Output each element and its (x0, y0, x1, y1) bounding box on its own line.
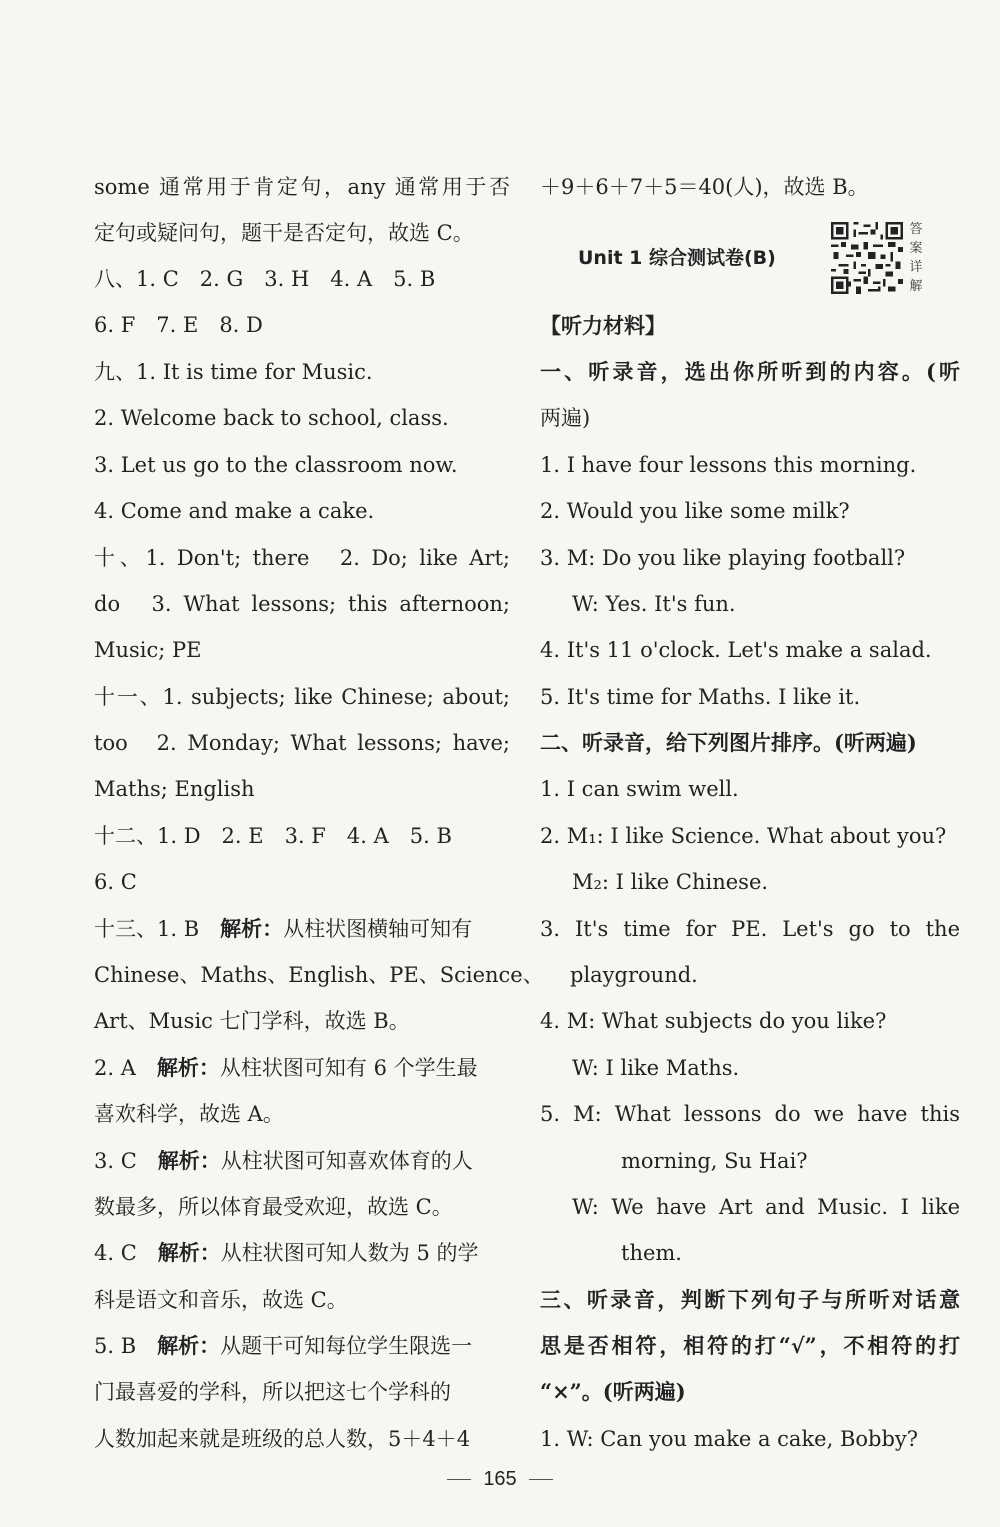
script-line: W: We have Art and Music. I like (572, 1195, 960, 1219)
answer-line: 十一、1. subjects; like Chinese; about; (94, 685, 510, 709)
answer-line: Music; PE (94, 638, 202, 662)
analysis-line (94, 1146, 473, 1176)
section-heading: 【听力材料】 (540, 313, 666, 338)
script-line: 2. M₁: I like Science. What about you? (540, 824, 947, 848)
answer-line: 十二、1. D 2. E 3. F 4. A 5. B (94, 824, 452, 848)
text-line: 人数加起来就是班级的总人数，5＋4＋4 (94, 1427, 471, 1451)
analysis-text: 从柱状图可知人数为 5 的学 (220, 1241, 479, 1265)
text-line: Art、Music 七门学科，故选 B。 (94, 1009, 410, 1033)
analysis-tag: 解析： (157, 1148, 221, 1173)
script-line: 5. It's time for Maths. I like it. (540, 685, 861, 709)
analysis-text: 从柱状图横轴可知有 (283, 917, 473, 941)
answer-line: Maths; English (94, 777, 255, 801)
qr-label: 答案详解 (909, 222, 923, 294)
script-line: 4. M: What subjects do you like? (540, 1009, 887, 1033)
answer-line: 4. Come and make a cake. (94, 499, 375, 523)
answer-line: 3. Let us go to the classroom now. (94, 453, 458, 477)
analysis-line (94, 1238, 479, 1268)
analysis-text: 从柱状图可知有 6 个学生最 (219, 1056, 478, 1080)
text-line: 定句或疑问句，题干是否定句，故选 C。 (94, 221, 474, 245)
script-line: them. (621, 1241, 682, 1265)
script-line: morning, Su Hai? (621, 1149, 808, 1173)
section-heading: “×”。(听两遍) (540, 1379, 686, 1404)
script-line: W: I like Maths. (572, 1056, 740, 1080)
text-line: 喜欢科学，故选 A。 (94, 1102, 284, 1126)
answer-line: 八、1. C 2. G 3. H 4. A 5. B (94, 267, 436, 291)
text-line: some 通常用于肯定句，any 通常用于否 (94, 175, 510, 199)
qr-code-icon (830, 222, 904, 294)
analysis-text: 从题干可知每位学生限选一 (220, 1334, 473, 1358)
script-line: 3. It's time for PE. Let's go to the (540, 917, 960, 941)
analysis-tag: 解析： (156, 1055, 220, 1080)
text-line: ＋9＋6＋7＋5＝40(人)，故选 B。 (540, 175, 869, 199)
analysis-tag: 解析： (157, 1333, 221, 1358)
analysis-text: 从柱状图可知喜欢体育的人 (220, 1149, 473, 1173)
analysis-line (94, 1053, 478, 1083)
analysis-tag: 解析： (220, 916, 284, 941)
answer-label: 4. C (94, 1241, 137, 1265)
text-line: Chinese、Maths、English、PE、Science、 (94, 963, 544, 987)
script-line: 1. I have four lessons this morning. (540, 453, 917, 477)
page-number-text: 165 (483, 1468, 517, 1490)
answer-line: 十、1. Don't; there 2. Do; like Art; (94, 546, 510, 570)
text-line: 数最多，所以体育最受欢迎，故选 C。 (94, 1195, 453, 1219)
script-line: 1. I can swim well. (540, 777, 739, 801)
answer-line: 九、1. It is time for Music. (94, 360, 373, 384)
answer-label: 2. A (94, 1056, 136, 1080)
text-line: 门最喜爱的学科，所以把这七个学科的 (94, 1380, 451, 1404)
page-number (0, 1464, 1000, 1494)
text-line: 两遍) (540, 406, 591, 430)
script-line: playground. (570, 963, 698, 987)
answer-line: 6. C (94, 870, 137, 894)
script-line: 4. It's 11 o'clock. Let's make a salad. (540, 638, 932, 662)
dash-left (447, 1479, 471, 1480)
answer-label: 3. C (94, 1149, 137, 1173)
answer-line: 2. Welcome back to school, class. (94, 406, 449, 430)
script-line: 1. W: Can you make a cake, Bobby? (540, 1427, 919, 1451)
answer-line: do 3. What lessons; this afternoon; (94, 592, 510, 616)
dash-right (529, 1479, 553, 1480)
analysis-line (94, 1331, 472, 1361)
answer-line: too 2. Monday; What lessons; have; (94, 731, 510, 755)
script-line: 3. M: Do you like playing football? (540, 546, 906, 570)
script-line: M₂: I like Chinese. (572, 870, 769, 894)
answer-label: 十三、1. B (94, 917, 200, 941)
section-heading: 二、听录音，给下列图片排序。(听两遍) (540, 730, 917, 755)
section-heading: 三、听录音，判断下列句子与所听对话意 (540, 1287, 960, 1312)
analysis-line (94, 914, 472, 944)
section-heading: 思是否相符，相符的打“√”，不相符的打 (540, 1333, 960, 1358)
script-line: W: Yes. It's fun. (572, 592, 736, 616)
text-line: 科是语文和音乐，故选 C。 (94, 1288, 348, 1312)
unit-title: Unit 1 综合测试卷(B) (578, 247, 776, 269)
section-heading: 一、听录音，选出你所听到的内容。(听 (540, 359, 960, 384)
analysis-tag: 解析： (157, 1240, 221, 1265)
script-line: 5. M: What lessons do we have this (540, 1102, 960, 1126)
script-line: 2. Would you like some milk? (540, 499, 850, 523)
answer-line: 6. F 7. E 8. D (94, 313, 263, 337)
answer-label: 5. B (94, 1334, 137, 1358)
